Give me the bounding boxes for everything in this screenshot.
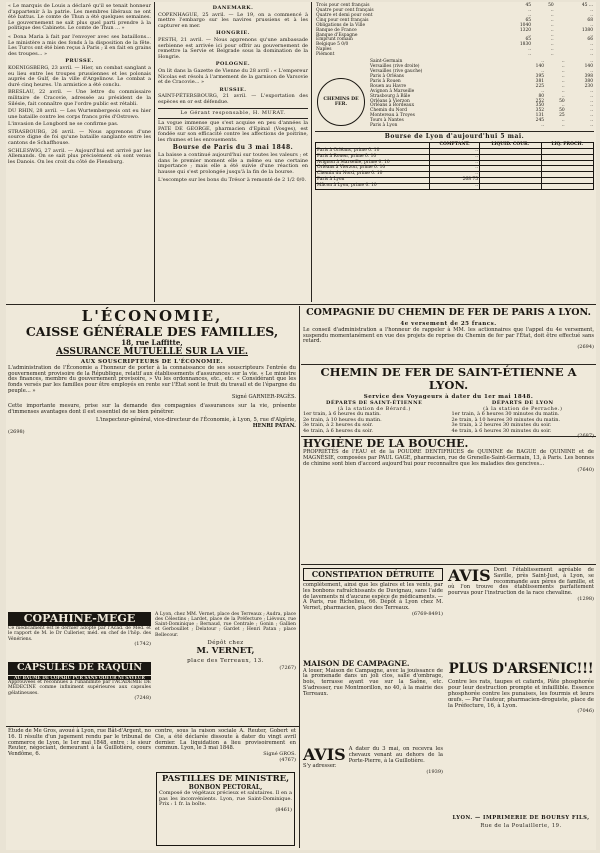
maison-body: A louer, Maison de Campagne, avec la jouissance de la promenade dans un joli clos, salle d'ombrage, bois, terrasse ayant vue sur la Saône, etc. S'adresser, rue Montmorillon, no 40, à la mairie des Terreaux. — [303, 667, 443, 697]
chemins-row-cell: Montereau à Troyes — [370, 113, 415, 119]
section-rule — [6, 726, 299, 727]
imprint-footer — [448, 814, 594, 836]
fonds-row-cell: .. — [528, 32, 532, 38]
ad-code: (1742) — [134, 640, 151, 647]
fonds-row-cell: .. — [550, 12, 554, 18]
fonds-row-cell: Belgique 5 0/0 — [316, 42, 349, 48]
fonds-row-cell: 65 — [525, 17, 532, 23]
chemins-row-cell: Tours à Nantes — [370, 118, 404, 124]
avis2-title: AVIS — [448, 566, 491, 585]
lyon-row-label: Paris à Orléans, prime 0. 10 — [317, 147, 380, 153]
steam-right-sub: (à la station de Perrache.) — [483, 405, 563, 412]
ad-code: (6769-8491) — [411, 611, 443, 618]
steam-departures-right — [452, 401, 595, 435]
chemins-row-cell: 245 — [535, 118, 545, 124]
fonds-row-cell: .. — [550, 27, 554, 33]
fonds-row-cell: .. — [590, 32, 593, 38]
chemins-row-cell: 395 — [535, 73, 545, 79]
lyon-table — [315, 142, 594, 190]
chemins-row-cell: 140 — [535, 64, 545, 70]
fonds-row-cell: .. — [590, 12, 593, 18]
divider — [158, 108, 308, 109]
lyon-row-label: Paris à Lyon — [317, 177, 345, 183]
ad-code: (7640) — [577, 466, 594, 473]
article-para: « Dona Maria à fait par l'envoyer avec ses bataillons... Le ministère a mis des fonds à la disposition de la fête. Les Turcs ont été bien reçus à Paris ; il en fait en grains des troupes... » — [8, 33, 151, 57]
railway-sub: 4e versement de 25 francs. — [400, 320, 497, 327]
fonds-row-cell: .. — [528, 47, 532, 53]
fonds-row-cell: .. — [528, 12, 532, 18]
fonds-row-cell: .. — [550, 47, 554, 53]
constipation-title-box — [303, 568, 443, 581]
section-heading: RUSSIE. — [219, 86, 247, 93]
economie-sig: Signé GARNIER-PAGÈS. — [231, 393, 296, 400]
fonds-row-cell: Piémont — [316, 52, 335, 58]
raquin-title: CAPSULES DE RAQUIN — [8, 662, 151, 675]
chemins-label: CHEMINS DE FER. — [323, 97, 359, 108]
column-markets — [315, 4, 594, 300]
lyon-row-value: .. — [430, 166, 480, 172]
constipation-ad — [303, 568, 443, 656]
imprint-line1: LYON. — IMPRIMERIE DE BOURSY FILS, — [452, 815, 590, 821]
chemins-row-cell: Saint-Germain — [370, 59, 403, 65]
chemins-row-cell: Avignon à Marseille — [370, 88, 415, 94]
article-bourse: La baisse a continué aujourd'hui sur toutes les valeurs ; et dans le premier moment elle a même eu une certaine importance ; mais elle a été suivie d'une réaction en hausse qui s'est prolongée jusqu'à la fin de la bourse. — [158, 152, 308, 175]
chemins-row-cell: Versailles (rive gauche) — [370, 68, 423, 74]
ad-code: (7248) — [134, 694, 151, 701]
pastilles-title: PASTILLES DE MINISTRE, — [161, 774, 290, 784]
article-pologne: On lit dans la Gazette de Vienne du 28 avril : « L'empereur Nicolas est résolu à l'armement de la garnison de Varsovie et de Cracovie... » — [158, 67, 308, 86]
chemins-table — [369, 60, 594, 129]
economie-body: L'administration de l'Économie a l'honneur de porter à la connaissance de ses souscripteurs l'entrée du gouvernement provisoire de la République, relatif aux établissements d'assurances sur la vie. « Le ministre des finances, membre du gouvernement provisoire, » Vu les ordonnances, etc., etc. « Considérant que les fonds versés par les familles pour être employés en rente sur l'État sont le fruit du travail et de l'épargne du peuple... » — [8, 364, 296, 395]
copahine-body: Ce médicament est le dernier adopté par l'Acad. de Méd. et le rapport de M. le Dr Cullerier, méd. en chef de l'hôp. des Vénériens. — [8, 626, 151, 642]
fonds-row-cell: Banque d'Espagne — [316, 32, 358, 38]
column-divider — [311, 2, 312, 302]
chemins-row-cell: .. — [561, 59, 565, 65]
article-hongrie: PESTH, 21 avril. — Nous apprenons qu'une ambassade serbienne est arrivée ici pour offrir au gouvernement de remettre la Servie et Belgrade sous la domination de la Hongrie. — [158, 36, 308, 60]
chemins-row-cell: Paris à Rouen — [370, 78, 401, 84]
chemins-row-cell: Orléans à Vierzon — [370, 98, 410, 104]
steam-left-head: DÉPARTS DE SAINT-ÉTIENNE — [326, 399, 423, 406]
depot-text: A Lyon, chez MM. Vernet, place des Terreaux ; Audra, place des Célestins ; Lardet, place de la Préfecture ; Liévoux, rue Saint-Dominique ; Bernaud, rue Centrale ; Gonin ; Gallien et Gerbouillet ; Delatour ; Gardet ; Henri Patan ; place Bellecour. — [155, 612, 296, 638]
newspaper-page — [6, 2, 596, 850]
lyon-row-label: Avignon à Marseille, prime 0. 10 — [317, 159, 390, 165]
lyon-column-header: COMPTANT. — [430, 142, 480, 148]
fonds-row-cell: Quatre et demi pour cent — [316, 12, 373, 18]
depot-label: Dépôt chez — [207, 639, 244, 646]
avis1-sig: S'y adresser. — [303, 763, 337, 770]
fonds-row-cell: .. — [590, 42, 593, 48]
chemins-row — [369, 124, 594, 129]
chemins-row-cell: .. — [541, 88, 545, 94]
chemins-row-cell: Orléans à Bordeaux — [370, 103, 415, 109]
ad-code: (1939) — [426, 769, 443, 776]
railway-company-ad — [303, 308, 594, 362]
fonds-row-cell: Obligations de la Ville — [316, 22, 366, 28]
steam-departure-right: 3e train, à 2 heures 30 minutes du soir. — [451, 422, 552, 429]
chemins-row-cell: Chemin du Nord — [370, 108, 408, 114]
chemins-row-cell: .. — [590, 59, 593, 65]
steam-departures-left — [303, 401, 446, 435]
chemins-row-cell: .. — [590, 103, 593, 109]
hygiene-ad — [303, 438, 594, 562]
lyon-row-label: Mâcon à Lyon, prime 0. 10 — [317, 183, 377, 189]
fonds-row-cell: .. — [550, 37, 554, 43]
article-bourse-close: L'escompte sur les bons du Trésor à remonté de 2 1/2 0/0. — [158, 176, 307, 183]
maison-ad — [303, 660, 443, 742]
fonds-row-cell: Quatre pour cent français — [316, 7, 374, 13]
chemins-row-cell: .. — [561, 123, 565, 129]
fonds-row-cell: Emprunt romain — [316, 37, 353, 43]
chemins-row-cell: .. — [590, 98, 593, 104]
hygiene-body: PROPRIÉTÉS de l'EAU et de la POUDRE DENTIFRICES de QUININE de BAGUE de QUININE et de MAGNÉSIE, composées par PAUL GAGE, pharmacien, rue de Grenelle-Saint-Germain, 13, à Paris. Les bonnes de chinine sont bien d'accord aujourd'hui pour reconnaître que les maladies des gencives... — [303, 449, 594, 467]
fonds-row-cell: .. — [590, 7, 593, 13]
pastilles-body: Composé de végétaux précieux et salutaires. Il en a pas les inconvénients. Lyon, rue Saint-Dominique. Prix : 1 fr. la boîte. — [159, 790, 292, 808]
economie-agent: L'inspecteur-général, vice-directeur de l'Économie, à Lyon, 5, rue d'Algérie, — [96, 417, 296, 424]
avis-saville-ad — [448, 568, 594, 660]
chemins-row-cell: 230 — [584, 83, 593, 89]
avis2-body: Dont l'établissement agréable de Saville, près Saint-Just, à Lyon, se recommande aux pères de famille, et où l'on trouve des établissements parfaitement pourvus pour l'instruction de la race chevaline. — [448, 567, 594, 597]
chemins-row-cell: 352 — [535, 108, 545, 114]
arsenic-title: PLUS D'ARSENIC!!! — [448, 661, 594, 677]
constipation-body: complètement, ainsi que les glaires et les vents, par les bonbons rafraîchissants de Duvignau, sans l'aide de lavements ni d'aucune espèce de médicaments. — A Paris, rue Richelieu, 66. Dépôt à Lyon chez M. Vernet, pharmacien, place des Terreaux. — [303, 581, 443, 612]
article-strasbourg: STRASBOURG, 26 avril. — Nous apprenons d'une source digne de foi qu'une bataille sanglante entre les cantons de Schaffhouse. — [8, 128, 151, 147]
steam-railway-ad — [303, 365, 594, 440]
fonds-row-cell: 45 — [525, 3, 532, 8]
chemins-row-cell: .. — [561, 64, 565, 70]
chemins-row-cell: Strasbourg à Bâle — [370, 93, 411, 99]
chemins-row-cell: .. — [561, 83, 565, 89]
article-vogue: La vogue immense que s'est acquise en peu d'années la PATE DE GEORGE, pharmacien d'Epinal (Vosges), est fondée sur son efficacité contre les affections de poitrine, les rhumes et les enrouements. — [158, 120, 308, 143]
fonds-row-cell: 45 ... — [581, 3, 593, 8]
chemins-row-cell: 131 — [535, 113, 545, 119]
chemins-row-cell: .. — [590, 118, 593, 124]
article-rhin: DU RHIN, 28 avril. — Les Wurtembergeois ont eu hier une bataille contre les corps francs près d'Ostrowo. — [8, 108, 151, 120]
ad-code: (8461) — [275, 807, 292, 814]
divider — [315, 131, 594, 132]
steam-left-sub: (à la station de Bérard.) — [337, 405, 411, 412]
steam-departure-left: 1er train, à 6 heures du matin. — [303, 411, 381, 418]
avis1-title: AVIS — [303, 745, 346, 764]
raquin-sub: AU BAUME DE COPAHU PUR SANS ODEUR NI SAVEUR — [8, 676, 151, 681]
etude-text: Étude de Me Gros, avoué à Lyon, rue Bât-d'Argent, no 16. Il résulte d'un jugement rendu par le tribunal de commerce de Lyon, le 1er mai 1848, entre : le sieur Reuter, négociant, demeurant à la Guillotière, cours Vendôme, 6. — [8, 728, 151, 758]
ad-code: (4767) — [279, 756, 296, 763]
steam-sub: Service des Voyageurs à dater du 1er mai 1848. — [363, 393, 534, 400]
fonds-row-cell: .. — [590, 22, 593, 28]
chemins-row-cell: 50 — [559, 108, 565, 114]
chemins-row-cell: 25 — [559, 113, 565, 119]
article-prusse: KOENIGSBERG, 23 avril. — Hier, un combat sanglant a eu lieu entre les troupes prussiennes et les polonais auprès de Gulf, de la ville d'Argelinow. Le combat a duré cinq heures. Un armistice a été conclu. — [8, 64, 151, 88]
lyon-row-value: 268 75 — [430, 178, 480, 184]
fonds-row-cell: Naples — [316, 47, 332, 53]
constipation-title: CONSTIPATION DÉTRUITE — [311, 569, 435, 579]
column-divider — [154, 2, 155, 302]
bourse-heading: Bourse de Paris du 3 mai 1848. — [172, 144, 294, 152]
economie-title: L'ÉCONOMIE, — [81, 307, 223, 325]
gerant-line: Le Gérant responsable, H. MURAT. — [180, 109, 286, 116]
article-danemark: COPENHAGUE, 25 avril. — Le 19, on a commencé à mettre l'embargo sur les navires prussiens et à les capturer en mer. — [158, 11, 308, 29]
chemins-row-cell: .. — [590, 108, 593, 114]
chemins-row-cell: .. — [590, 113, 593, 119]
etude-notice — [8, 729, 151, 847]
ad-code: (2694) — [577, 344, 594, 351]
chemins-row-cell: .. — [561, 88, 565, 94]
lyon-row-value: .. — [430, 160, 480, 166]
economie-ad — [8, 308, 296, 608]
section-heading: HONGRIE. — [216, 30, 250, 37]
depot-ad — [155, 612, 296, 724]
fonds-row-cell: 1380 — [581, 27, 593, 33]
raquin-ad — [8, 662, 151, 724]
chemins-row-cell: Paris à Lyon — [370, 123, 398, 129]
fonds-row-cell: 68 — [587, 17, 593, 23]
steam-title: CHEMIN DE FER DE SAINT-ÉTIENNE A LYON. — [320, 365, 577, 392]
fonds-row-cell: 1830 — [519, 42, 532, 48]
fonds-row-cell: .. — [528, 52, 532, 58]
column-news-2 — [158, 4, 308, 300]
chemins-row-cell: 80 — [538, 93, 545, 99]
economie-sub: AUX SOUSCRIPTEURS DE L'ÉCONOMIE. — [80, 358, 224, 365]
section-heading: POLOGNE. — [215, 61, 251, 68]
lyon-row-label: Orléans à Vierzon, prime 0. 10 — [317, 165, 386, 171]
copahine-ad — [8, 612, 151, 658]
lyon-row — [316, 184, 594, 190]
steam-departure-right: 2e train, à 10 heures 30 minutes du matin. — [451, 416, 561, 423]
divider — [158, 118, 308, 119]
lyon-row-value: .. — [430, 184, 480, 190]
lyon-column-header: LIQUID. COUR. — [480, 142, 542, 148]
ad-code: (7046) — [577, 708, 594, 715]
chemins-row-cell: 381 — [535, 78, 545, 84]
chemins-row-cell: .. — [561, 73, 565, 79]
chemins-row-cell: 252 — [535, 98, 545, 104]
fonds-table — [315, 4, 594, 58]
fonds-row-cell: Trois pour cent français — [316, 3, 370, 8]
fonds-row-cell: 65 — [525, 37, 532, 43]
steam-departure-left: 3e train, à 2 heures du soir. — [303, 422, 373, 429]
fonds-row-cell: .. — [550, 52, 554, 58]
lyon-row-label: Paris à Rouen, prime 0. 10 — [317, 153, 377, 159]
article-intro: « Le marquis de Louis a déclaré qu'il se tenait honneur d'appartenir à la patrie. Les membres libéraux ne ont été battus. Le comte de Thun a été quelques semaines. Le gouvernement ne sait plus quel parti prendre à la politique des Cabinets. Le comte de Thun ... » — [8, 3, 151, 32]
chemins-row-cell: .. — [590, 123, 593, 129]
section-rule — [6, 304, 596, 305]
fonds-row-cell: .. — [550, 42, 554, 48]
pastilles-ad — [156, 772, 295, 846]
lyon-row-value: .. — [430, 154, 480, 160]
etude-text2: contre, sous la raison sociale A. Reuter, Gobert et Cie, a été déclarée dissoute à dater du vingt avril dernier. La liquidation a lieu provisoirement en commun. Lyon, le 3 mai 1848. — [155, 728, 296, 752]
steam-departure-right: 4e train, à 6 heures 30 minutes du soir. — [451, 427, 552, 434]
avis-horses-ad — [303, 747, 443, 819]
railway-body: Le conseil d'administration a l'honneur de rappeler à MM. les actionnaires que l'appel du 4e versement, suspendu momentanément en vue des projets de reprise du Chemin de fer par l'État, doit être effectué sans retard. — [303, 326, 594, 345]
section-heading: PRUSSE. — [65, 58, 94, 65]
fonds-row-cell: .. — [550, 7, 554, 13]
fonds-row-cell: 1320 — [519, 27, 532, 33]
etude-notice-cont — [155, 729, 296, 769]
maison-title: MAISON DE CAMPAGNE. — [303, 659, 410, 668]
chemins-row-cell: .. — [541, 59, 545, 65]
fonds-row-cell: .. — [550, 17, 554, 23]
fonds-row-cell: .. — [550, 32, 554, 38]
chemins-row-cell: .. — [561, 103, 565, 109]
article-schleswig: SCHLESWIG, 27 avril. — Aujourd'hui est arrivé par les Allemands. On se sait plus précisément où sont venus les Danois. On les croit du côté de Flensburg. — [8, 147, 151, 165]
copahine-title: COPAHINE-MEGE — [8, 612, 151, 626]
column-divider — [299, 306, 300, 848]
steam-departure-left: 4e train, à 6 heures du soir. — [303, 427, 373, 434]
arsenic-ad — [448, 662, 594, 784]
chemins-row-cell: 398 — [584, 73, 593, 79]
steam-departure-left: 2e train, à 10 heures du matin. — [303, 416, 382, 423]
fonds-row-cell: Banque de France — [316, 27, 357, 33]
economie-address: 18, rue Laffitte, — [121, 337, 183, 347]
lyon-row-empty — [541, 184, 593, 190]
chemins-row-cell: .. — [561, 68, 565, 74]
article-breslau: BRESLAU, 22 avril. — Une lettre du commissaire militaire de Cracovie, adressée au président de la Silésie, fait connaître que l'ordre public est rétabli. — [8, 89, 151, 107]
chemins-row-cell: 380 — [584, 78, 593, 84]
pastilles-sub: BONBON PECTORAL, — [188, 783, 263, 791]
section-rule — [301, 564, 596, 565]
lyon-row-empty — [480, 184, 542, 190]
section-heading: DANEMARK. — [212, 5, 254, 11]
fonds-row — [315, 53, 594, 58]
fonds-row-cell: .. — [550, 22, 554, 28]
chemins-row-cell: .. — [590, 93, 593, 99]
hygiene-title: HYGIÈNE DE LA BOUCHE. — [303, 437, 469, 450]
economie-close: Cette importante mesure, prise sur la demande des compagnies d'assurances sur la vie, présente d'immenses avantages dont il est essentiel de se bien pénétrer. — [8, 402, 296, 415]
economie-title2: CAISSE GÉNÉRALE DES FAMILLES, — [25, 323, 279, 339]
raquin-body: Approuvées et reconnues à l'unanimité par l'ACADÉMIE DE MÉDECINE comme infiniment supérieures aux capsules gélatineuses. — [8, 680, 151, 696]
arsenic-body: Contre les rats, taupes et cafards, Pâte phosphorée pour leur destruction prompte et infaillible. Essence phosphorée contre les punaises, les fourmis et leurs œufs. — Par l'auteur, pharmacien-droguiste, place de la Préfecture, 16, à Lyon. — [448, 679, 594, 710]
fonds-row-cell: .. — [528, 7, 532, 13]
column-news-1 — [8, 4, 151, 300]
ad-code: (2687) — [577, 433, 594, 440]
etude-sig: Signé GROS. — [263, 751, 296, 758]
ad-code: (7267) — [279, 664, 296, 671]
ad-code: (1298) — [577, 596, 594, 603]
railway-title: COMPAGNIE DU CHEMIN DE FER DE PARIS A LYON. — [306, 307, 591, 318]
chemins-row-cell: .. — [590, 68, 593, 74]
lyon-row-label: Chemin du Nord, prime 0. 10 — [317, 171, 383, 177]
lyon-column-header: LIQ. PROCH. — [541, 142, 593, 148]
article-russie: SAINT-PÉTERSBOURG, 21 avril. — L'exportation des espèces en or est défendue. — [158, 93, 308, 105]
chemins-row-cell: Rouen au Havre — [370, 83, 407, 89]
fonds-row-cell: 50 — [548, 3, 554, 8]
chemins-row-cell: 225 — [535, 83, 545, 89]
chemins-row-cell: 350 — [535, 103, 545, 109]
economie-title3: ASSURANCE MUTUELLE SUR LA VIE. — [56, 346, 248, 357]
lyon-bourse-heading: Bourse de Lyon d'aujourd'hui 5 mai. — [384, 133, 525, 141]
chemins-row-cell: .. — [561, 118, 565, 124]
depot-place: place des Terreaux, 13. — [187, 658, 264, 665]
fonds-row-cell: Cinq pour cent français — [316, 17, 369, 23]
chemins-row-cell: .. — [561, 93, 565, 99]
fonds-row-cell: .. — [590, 52, 593, 58]
fonds-row-cell: .. — [590, 47, 593, 53]
ad-code: (2698) — [8, 428, 25, 435]
chemins-row-cell: 50 — [559, 98, 565, 104]
steam-departure-right: 1er train, à 6 heures 30 minutes du matin. — [451, 411, 560, 418]
chemins-row-cell: Paris à Orléans — [370, 73, 404, 79]
imprint-line2: Rue de la Poulaillerie, 19. — [480, 822, 562, 829]
steam-right-head: DÉPARTS DE LYON — [491, 399, 554, 406]
chemins-row-cell: .. — [561, 78, 565, 84]
fonds-row-cell: 1040 — [519, 22, 532, 28]
lyon-row-value: .. — [430, 148, 480, 154]
chemins-row-cell: .. — [541, 123, 545, 129]
chemins-row-cell: Versailles (rive droite) — [370, 64, 420, 70]
chemins-row-cell: .. — [590, 88, 593, 94]
article-note: L'invasion de Longbord ne se confirme pas. — [8, 121, 119, 128]
chemins-row-cell: 140 — [584, 64, 593, 70]
avis1-body: A dater du 3 mai, on recevra les chevaux venant au dehors de la Porte-Pierre, à la Guillotière. — [348, 746, 443, 764]
depot-name: M. VERNET, — [196, 645, 255, 656]
chemins-de-fer-stamp — [317, 78, 365, 126]
lyon-row-value: .. — [430, 172, 480, 178]
economie-agent-name: HENRI PATAN. — [252, 423, 296, 430]
chemins-row-cell: .. — [541, 68, 545, 74]
fonds-row-cell: 66 — [587, 37, 593, 43]
